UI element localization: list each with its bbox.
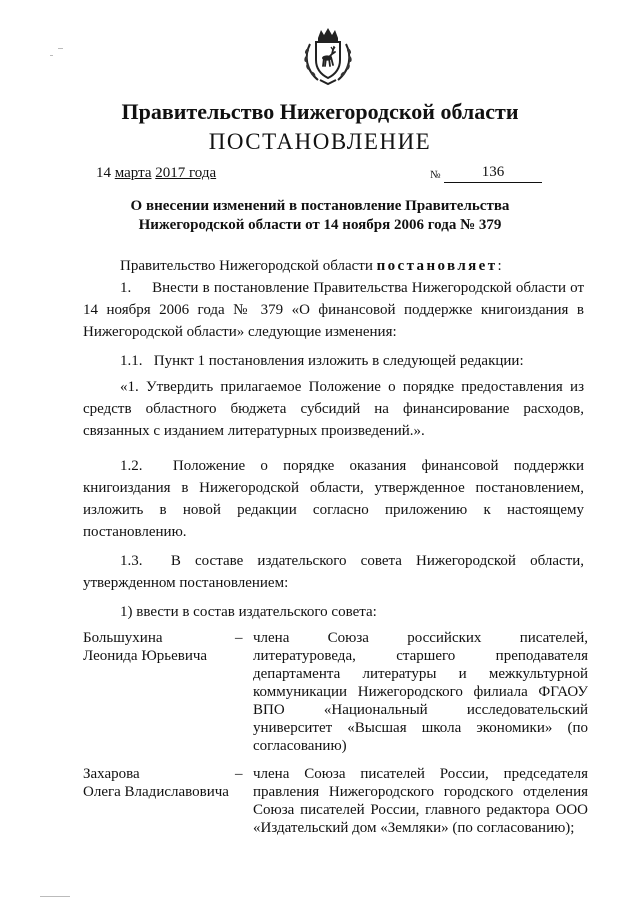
member-name: [83, 629, 233, 665]
paragraph-1-1-quote: «1. Утвердить прилагаемое Положение о порядке предоставления из средств областного бюджета субсидий на финансирование расходов, связанных с изданием литературных произведений.».: [83, 379, 584, 439]
organization-title: Правительство Нижегородской области: [121, 99, 519, 124]
member-dash: –: [235, 766, 243, 782]
preamble-paragraph: [83, 255, 584, 277]
subject-line-1: О внесении изменений в постановление Правительства: [130, 198, 510, 214]
member-given-name: Леонида Юрьевича: [83, 648, 208, 664]
preamble-text: Правительство Нижегородской области: [120, 258, 373, 274]
paragraph-1-1: 1.1. Пункт 1 постановления изложить в следующей редакции:: [120, 353, 524, 369]
document-number: 136: [444, 163, 542, 183]
paragraph-1: 1. Внести в постановление Правительства Нижегородской области от 14 ноября 2006 года № 379 «О финансовой поддержке книгоиздания в Нижегородской области» следующие изменения:: [83, 280, 584, 340]
member-given-name: Олега Владиславовича: [83, 784, 229, 800]
paragraph-1-2: 1.2. Положение о порядке оказания финансовой поддержки книгоиздания в Нижегородской области, утвержденное постановлением, изложить в новой редакции согласно приложению к настоящему постановлению.: [83, 458, 584, 540]
document-subject: [0, 197, 640, 235]
document-type: ПОСТАНОВЛЕНИЕ: [208, 129, 432, 154]
scan-artifact: [58, 48, 63, 49]
subject-line-2: Нижегородской области от 14 ноября 2006 года № 379: [138, 217, 502, 233]
date-month: марта: [114, 165, 152, 181]
nizhny-novgorod-coat-of-arms-icon: [296, 24, 360, 88]
preamble-colon: :: [497, 258, 502, 274]
member-dash: –: [235, 630, 243, 646]
preamble-verb: постановляет: [376, 258, 498, 274]
document-date: [96, 164, 216, 182]
paragraph-1-3: 1.3. В составе издательского совета Нижегородской области, утвержденном постановлением:: [83, 553, 584, 591]
member-surname: Захарова: [83, 766, 140, 782]
scan-artifact: [40, 896, 70, 897]
date-day: 14: [96, 165, 111, 181]
member-name: [83, 765, 233, 801]
document-number-label: №: [430, 169, 441, 181]
member-description: члена Союза писателей России, председателя правления Нижегородского городского отделения Союза писателей России, главного редактора ООО «Издательский дом «Земляки» (по согласованию);: [253, 766, 588, 836]
scan-artifact: [50, 55, 53, 56]
paragraph-1-3-1: 1) ввести в состав издательского совета:: [120, 604, 377, 620]
member-description: члена Союза российских писателей, литературоведа, старшего преподавателя департамента литературы и межкультурной коммуникации Нижегородского филиала ФГАОУ ВПО «Национальный исследовательский университет «Высшая школа экономики» (по согласованию): [253, 630, 588, 754]
date-year: 2017 года: [155, 165, 217, 181]
member-surname: Большухина: [83, 630, 163, 646]
